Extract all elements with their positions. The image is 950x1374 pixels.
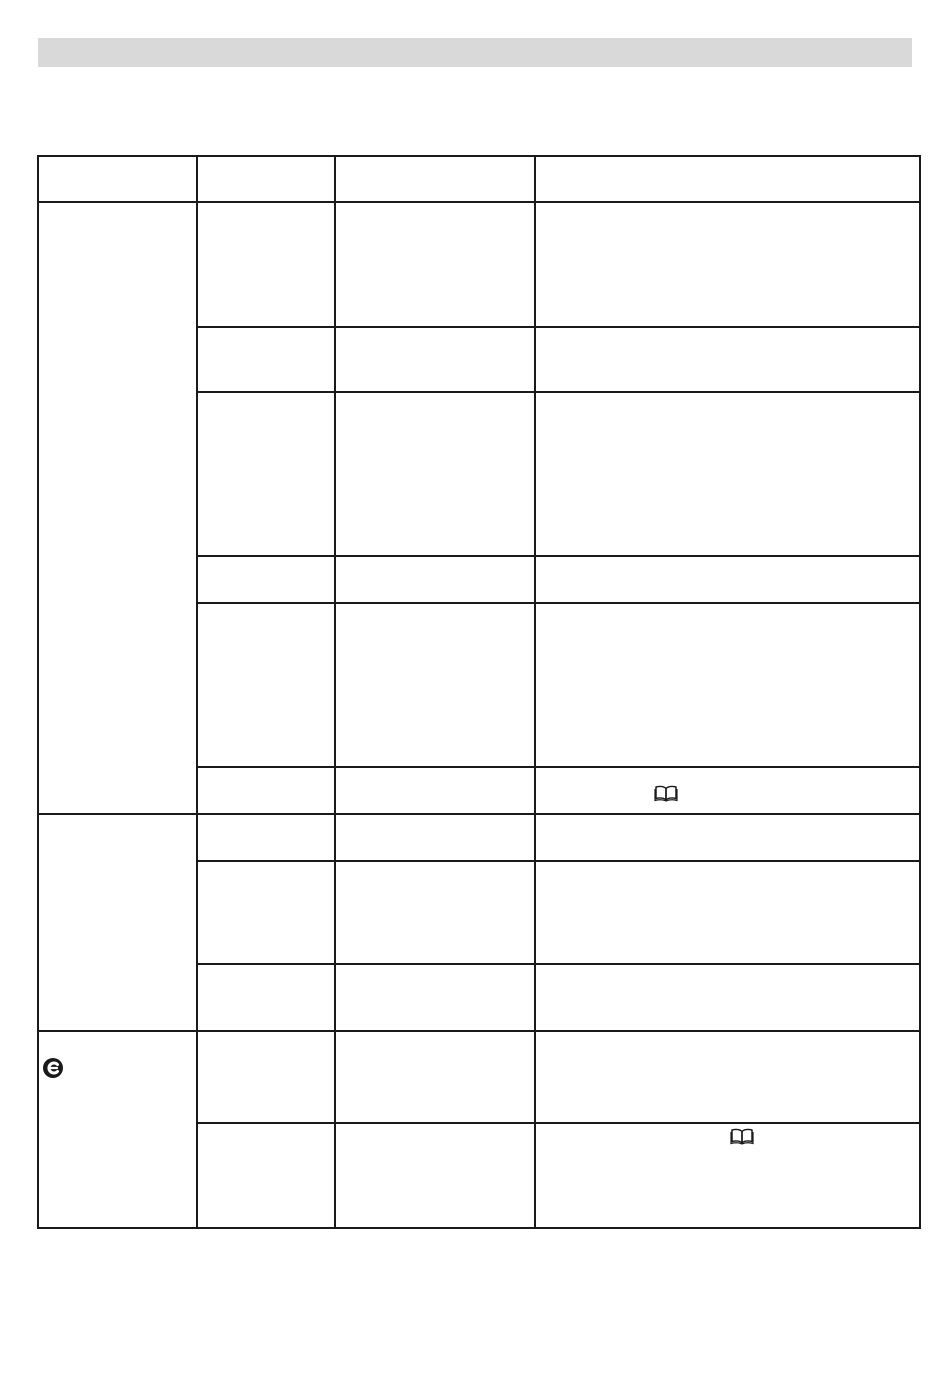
column-divider <box>534 155 536 1229</box>
row-divider <box>197 555 921 557</box>
section-header-bar <box>38 38 912 67</box>
header-bottom-rule <box>37 201 921 203</box>
group-divider <box>37 813 921 815</box>
group-divider <box>37 1030 921 1032</box>
table-top-border <box>37 155 921 157</box>
table-left-border <box>37 155 39 1229</box>
row-divider <box>197 860 921 862</box>
row-divider <box>197 602 921 604</box>
open-book-icon <box>730 1128 754 1145</box>
row-divider <box>197 766 921 768</box>
row-divider <box>197 963 921 965</box>
column-divider <box>334 155 336 1229</box>
row-divider <box>197 391 921 393</box>
loop-c-icon <box>42 1057 64 1079</box>
row-divider <box>197 1122 921 1124</box>
column-divider <box>196 155 198 1229</box>
open-book-icon <box>654 785 678 802</box>
data-table <box>37 155 921 1229</box>
row-divider <box>197 326 921 328</box>
table-bottom-border <box>37 1227 921 1229</box>
table-right-border <box>919 155 921 1229</box>
